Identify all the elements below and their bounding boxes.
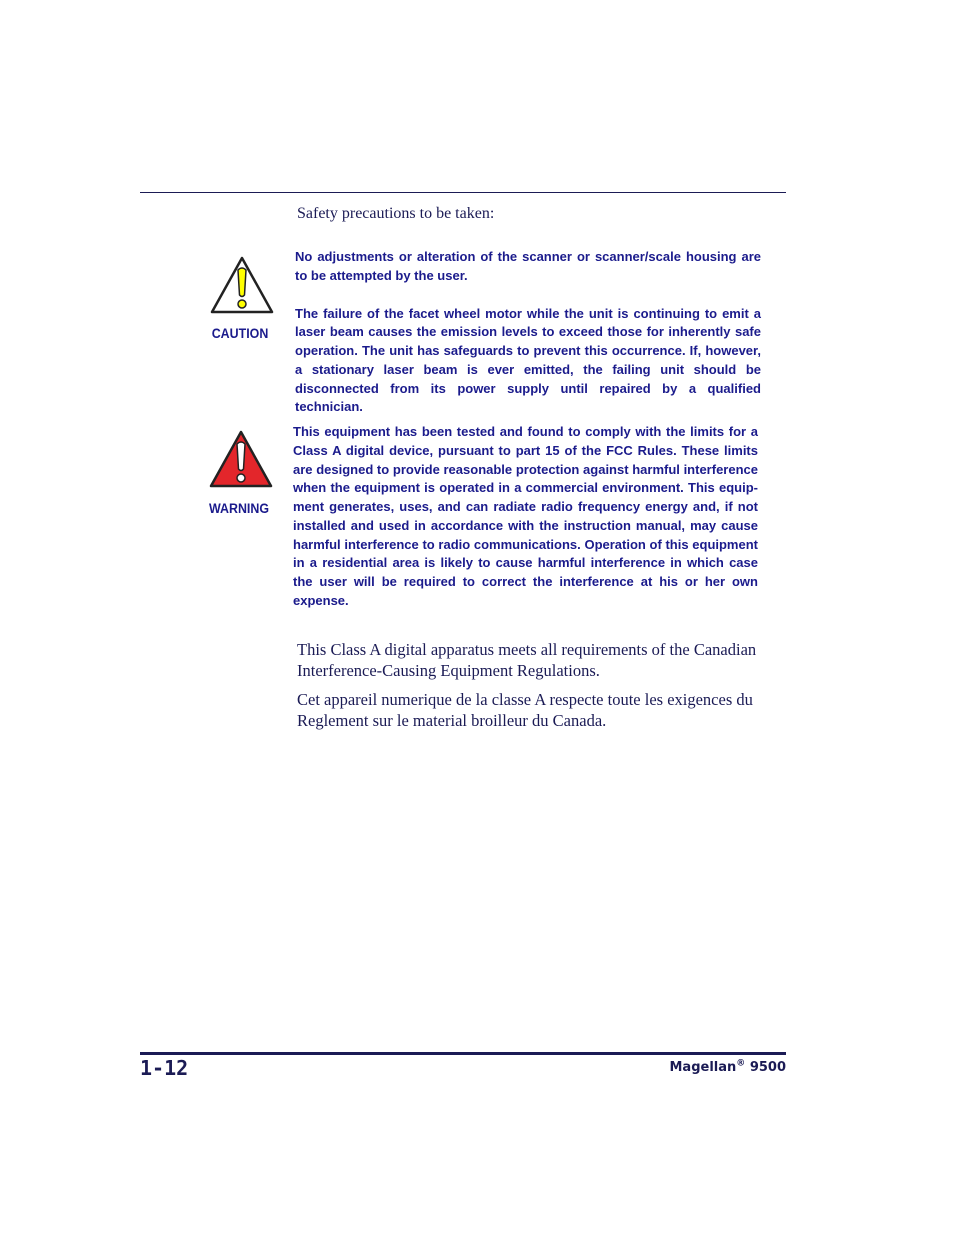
caution-paragraph-1: No adjustments or alteration of the scanner or scanner/scale housing are to be attempted by the user. bbox=[295, 249, 761, 283]
header-rule bbox=[140, 192, 786, 193]
product-name bbox=[670, 1060, 787, 1075]
product-name-text: Magellan bbox=[669, 1060, 737, 1075]
product-model: 9500 bbox=[749, 1060, 786, 1075]
intro-text: Safety precautions to be taken: bbox=[297, 205, 495, 222]
warning-text bbox=[293, 423, 758, 611]
warning-label: WARNING bbox=[208, 501, 270, 516]
registered-mark: ® bbox=[736, 1058, 746, 1069]
canadian-statement-en: This Class A digital apparatus meets all requirements of the Canadian Interference-Causing Equipment Regulations. bbox=[297, 640, 757, 680]
caution-label: CAUTION bbox=[211, 326, 269, 341]
warning-paragraph: This equipment has been tested and found to comply with the limits for a Class A digital device, pursuant to part 15 of the FCC Rules. These limits are designed to provide reasonable protection against harmful interference when the equipment is operated in a commercial environment. This equip-ment generates, uses, and can radiate radio frequency energy and, if not installed and used in accordance with the instruction manual, may cause harmful interference to radio communications. Operation of this equipment in a residential area is likely to cause harmful interference in which case the user will be required to correct the interference at his or her own expense. bbox=[293, 424, 758, 608]
canadian-statement-fr: Cet appareil numerique de la classe A respecte toute les exigences du Reglement sur le material broilleur du Canada. bbox=[297, 690, 753, 730]
page-number: 1-12 bbox=[140, 1056, 189, 1080]
caution-paragraph-2: The failure of the facet wheel motor while the unit is continuing to emit a laser beam causes the emission levels to exceed those for inherently safe operation. The unit has safeguards to prevent this occurrence. If, however, a stationary laser beam is ever emitted, the failing unit should be disconnected from its power supply until repaired by a qualified technician. bbox=[295, 305, 761, 415]
caution-text bbox=[295, 248, 761, 417]
warning-triangle-icon bbox=[208, 429, 274, 489]
caution-triangle-icon bbox=[209, 255, 275, 315]
footer-rule bbox=[140, 1052, 786, 1055]
